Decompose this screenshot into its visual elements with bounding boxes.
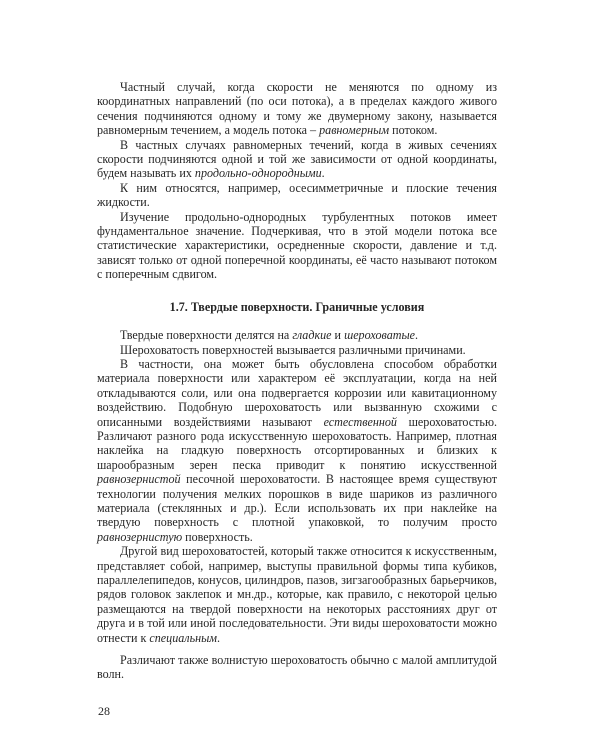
paragraph-uniform-flow: [97, 80, 497, 138]
paragraph-text: В частных случаях равномерных течений, когда в живых сечениях скорости подчиняются одной и той же зависимости от одной координаты, будем называть их: [97, 137, 497, 181]
paragraph-turbulent-flows: Изучение продольно-однородных турбулентных потоков имеет фундаментальное значение. Подчеркивая, что в этой модели потока все статистические характеристики, осредненные скорости, давление и т.д. зависят только от одной поперечной координаты, её часто называют потоком с поперечным сдвигом.: [97, 209, 497, 282]
paragraph-text: потоком.: [389, 123, 438, 138]
paragraph-surface-types: [97, 328, 497, 342]
italic-term: естественной: [323, 414, 397, 429]
paragraph-text: и: [331, 328, 345, 343]
paragraph-text: поверхность.: [182, 529, 253, 544]
italic-term: равномерным: [319, 123, 390, 138]
paragraph-text: .: [216, 630, 221, 645]
paragraph-text: .: [415, 328, 419, 343]
italic-term: равнозернистую: [97, 529, 183, 544]
paragraph-text: В частности, она может быть обусловлена способом обработки материала поверхности или характером её эксплуатации, когда на ней откладываются соли, или она подвергается коррозии или кавитационному воздействию. Подобную шероховатость или вызванную схожими с описанными воздействиями называют: [97, 356, 497, 429]
italic-term: шероховатые: [344, 328, 416, 343]
italic-term: специальным: [149, 630, 217, 645]
italic-term: равнозернистой: [97, 472, 181, 487]
paragraph-text: Твердые поверхности делятся на: [120, 328, 293, 343]
paragraph-special-roughness: [97, 544, 497, 645]
page-content: [97, 80, 497, 682]
paragraph-roughness-causes: Шероховатость поверхностей вызывается различными причинами.: [120, 342, 466, 357]
paragraph-text: Частный случай, когда скорости не меняются по одному из координатных направлений (по оси потока), а в пределах каждого живого сечения подчиняются одному и тому же двумерному закону, называется равномерным течением, а модель потока –: [97, 80, 497, 138]
paragraph-text: .: [321, 166, 325, 181]
paragraph-natural-roughness: [97, 357, 497, 544]
paragraph-wavy-roughness: Различают также волнистую шероховатость обычно с малой амплитудой волн.: [97, 653, 497, 682]
paragraph-examples: К ним относятся, например, осесимметричные и плоские течения жидкости.: [97, 180, 497, 210]
page-number: 28: [98, 704, 110, 718]
italic-term: продольно-однородными: [194, 166, 322, 181]
italic-term: гладкие: [292, 328, 332, 343]
paragraph-text: песочной шероховатости. В настоящее время существуют технологии получения мелких порошков в виде шариков из различного материала (стеклянных и др.). Если использовать их при наклейке на твердую поверхность с плотной упаковкой, то получим просто: [97, 472, 497, 530]
paragraph-text: Другой вид шероховатостей, который также относится к искусственным, представляет собой, например, выступы правильной формы типа кубиков, параллелепипедов, конусов, цилиндров, пазов, зигзагообразных барьерчиков, рядов головок заклепок и мн.др., которые, как правило, с некоторой целью размещаются на твердой поверхности на некоторых расстояниях друг от друга и в той или иной последовательности. Эти виды шероховатости можно отнести к: [97, 544, 497, 645]
paragraph-longitudinally-homogeneous: [97, 138, 497, 181]
section-heading: 1.7. Твердые поверхности. Граничные условия: [169, 299, 425, 314]
paragraph-text: шероховатостью. Различают разного рода искусственную шероховатость. Например, плотная наклейка на гладкую поверхность отсортированных и близких к шарообразным зерен песка приводит к понятию искусственной: [97, 414, 497, 472]
